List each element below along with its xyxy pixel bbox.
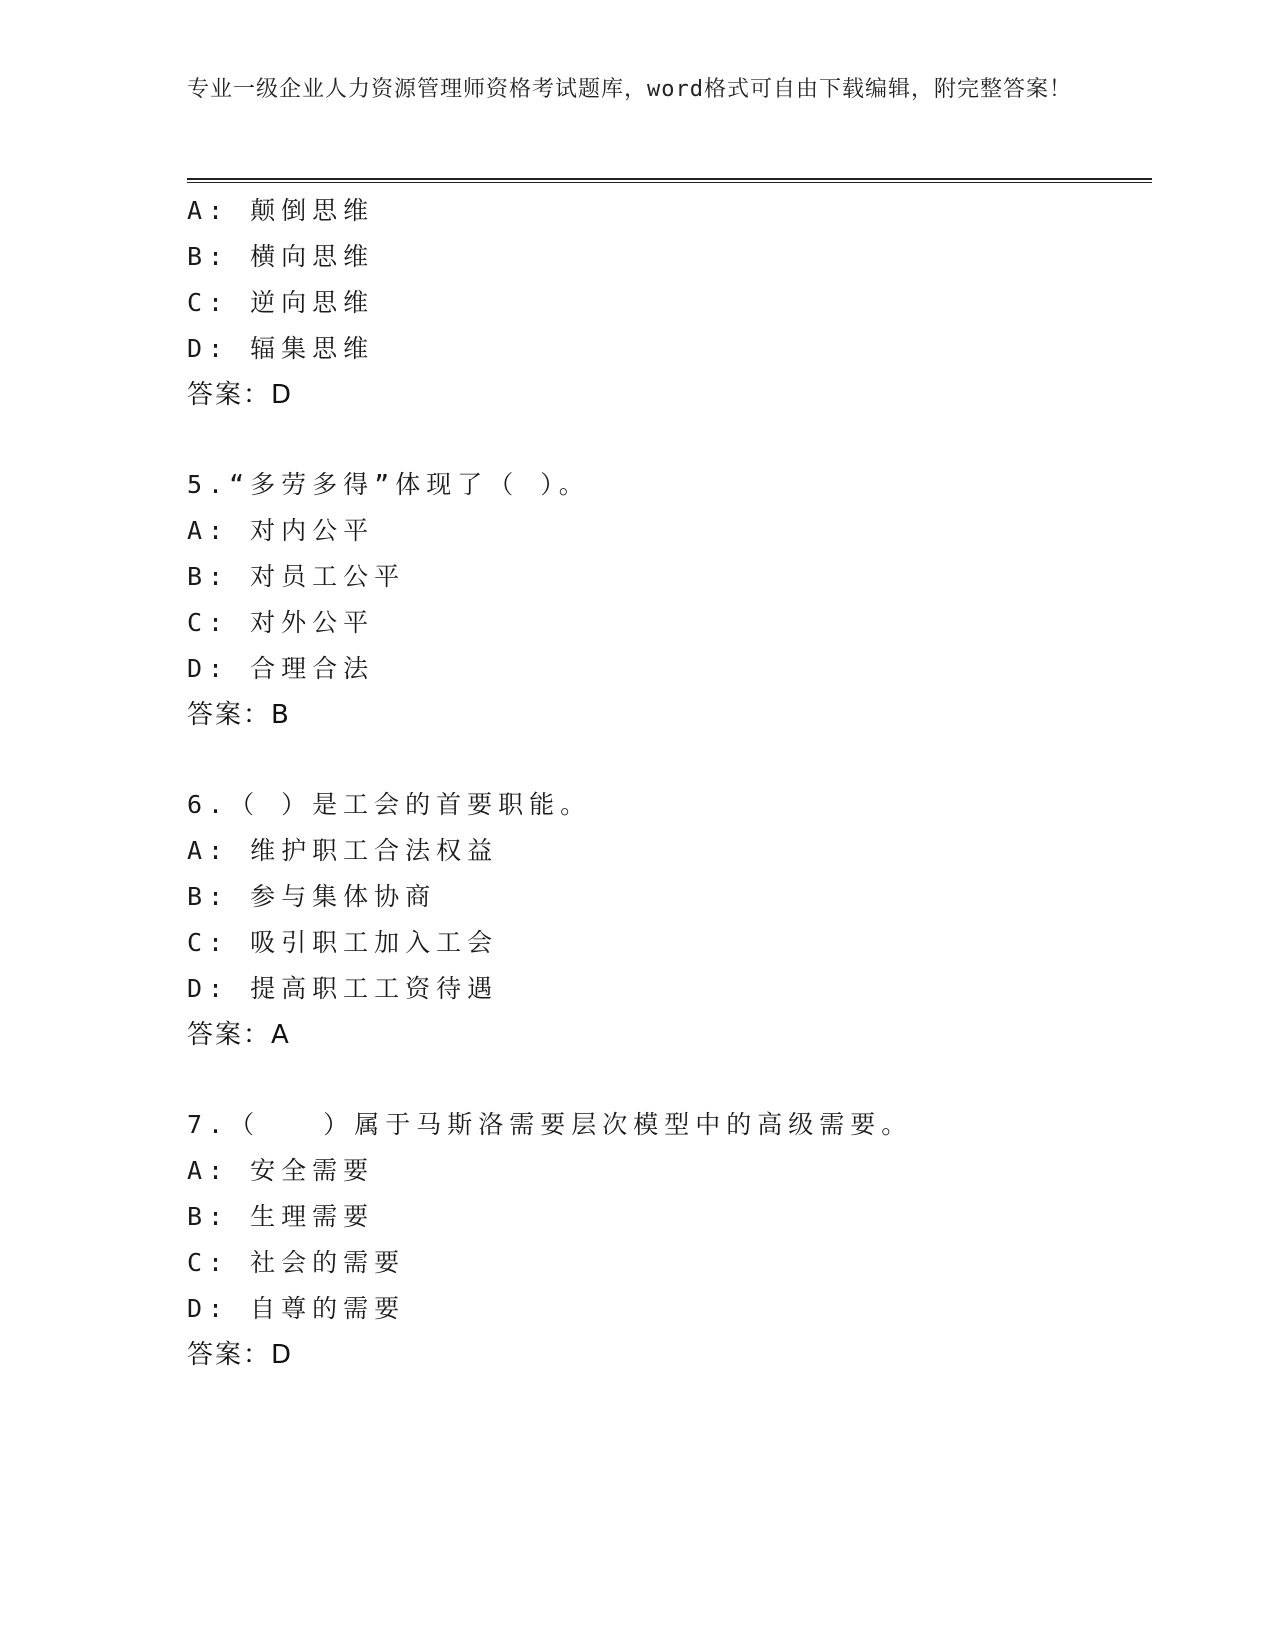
document-header: 专业一级企业人力资源管理师资格考试题库，word格式可自由下载编辑，附完整答案！	[187, 77, 1072, 102]
option-c: C: 对外公平	[187, 608, 375, 637]
option-a: A: 安全需要	[187, 1156, 375, 1185]
question-block	[187, 1102, 1127, 1378]
option-b: B: 参与集体协商	[187, 882, 437, 911]
option-c: C: 逆向思维	[187, 288, 375, 317]
option-c: C: 吸引职工加入工会	[187, 928, 499, 957]
question-text: 6.（ ）是工会的首要职能。	[187, 790, 592, 819]
option-c: C: 社会的需要	[187, 1248, 406, 1277]
option-b: B: 横向思维	[187, 242, 375, 271]
answer-line: 答案：D	[187, 380, 294, 410]
question-text: 7.（ ）属于马斯洛需要层次模型中的高级需要。	[187, 1110, 913, 1139]
option-b: B: 对员工公平	[187, 562, 406, 591]
option-d: D: 合理合法	[187, 654, 375, 683]
question-text: 5.“多劳多得”体现了（ ）。	[187, 470, 590, 499]
option-b: B: 生理需要	[187, 1202, 375, 1231]
option-d: D: 自尊的需要	[187, 1294, 406, 1323]
answer-line: 答案：A	[187, 1020, 291, 1050]
question-block	[187, 188, 1127, 418]
option-a: A: 维护职工合法权益	[187, 836, 499, 865]
option-a: A: 对内公平	[187, 516, 375, 545]
answer-line: 答案：B	[187, 700, 291, 730]
question-block	[187, 782, 1127, 1058]
answer-line: 答案：D	[187, 1340, 294, 1370]
option-d: D: 提高职工工资待遇	[187, 974, 499, 1003]
option-d: D: 辐集思维	[187, 334, 375, 363]
option-a: A: 颠倒思维	[187, 196, 375, 225]
question-block	[187, 462, 1127, 738]
question-list	[187, 188, 1127, 1378]
header-divider	[187, 178, 1152, 183]
